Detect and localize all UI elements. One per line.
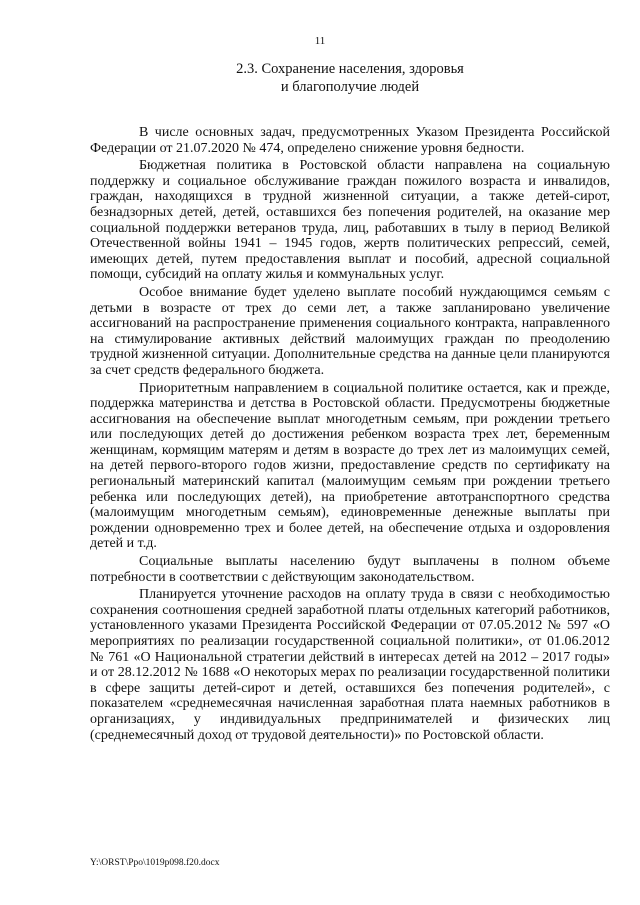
paragraph-social-payments: Социальные выплаты населению будут выплачены в полном объеме потребности в соответствии с действующим законодательством. (90, 554, 610, 585)
paragraph-budget-policy: Бюджетная политика в Ростовской области направлена на социальную поддержку и социальное обслуживание граждан пожилого возраста и инвалидов, граждан, находящихся в трудной жизненной ситуации, а также детей-сирот, безнадзорных детей, детей, оставшихся без попечения родителей, на оказание мер социальной поддержки ветеранов труда, лиц, работавших в тылу в период Великой Отечественной войны 1941 – 1945 годов, жертв политических репрессий, семей, имеющих детей, путем предоставления выплат и пособий, адресной социальной помощи, субсидий на оплату жилья и коммунальных услуг. (90, 158, 610, 283)
paragraph-maternity-support: Приоритетным направлением в социальной политике остается, как и прежде, поддержка материнства и детства в Ростовской области. Предусмотрены бюджетные ассигнования на обеспечение выплат многодетным семьям, при рождении третьего или последующих детей до достижения ребенком возраста трех лет, беременным женщинам, кормящим матерям и детям в возрасте до трех лет из малоимущих семей, на детей первого-второго годов жизни, предоставление средств по сертификату на региональный материнский капитал (малоимущим семьям при рождении третьего ребенка или последующих детей), на приобретение автотранспортного средства (малоимущим многодетным семьям), единовременные денежные выплаты при рождении одновременно трех и более детей, на обеспечение отдыха и оздоровления детей и т.д. (90, 380, 610, 552)
section-heading-line-2: и благополучие людей (280, 79, 420, 95)
footer-file-path: Y:\ORST\Ppo\1019p098.f20.docx (90, 858, 220, 868)
section-heading-line-1: 2.3. Сохранение населения, здоровья (236, 61, 464, 77)
paragraph-family-benefits: Особое внимание будет уделено выплате пособий нуждающимся семьям с детьми в возрасте от трех до семи лет, а также запланировано увеличение ассигнований на распространение применения социального контракта, направленного на стимулирование активных действий малоимущих граждан по преодолению трудной жизненной ситуации. Дополнительные средства на данные цели планируются за счет средств федерального бюджета. (90, 284, 610, 378)
paragraph-wage-adjustment: Планируется уточнение расходов на оплату труда в связи с необходимостью сохранения соотношения средней заработной платы отдельных категорий работников, установленного указами Президента Российской Федерации от 07.05.2012 № 597 «О мероприятиях по реализации государственной социальной политики», от 01.06.2012 № 761 «О Национальной стратегии действий в интересах детей на 2012 – 2017 годы» и от 28.12.2012 № 1688 «О некоторых мерах по реализации государственной политики в сфере защиты детей-сирот и детей, оставшихся без попечения родителей», с показателем «среднемесячная начисленная заработная плата наемных работников в организациях, у индивидуальных предпринимателей и физических лиц (среднемесячный доход от трудовой деятельности)» по Ростовской области. (90, 587, 610, 743)
document-body (90, 125, 610, 745)
section-heading (90, 60, 610, 96)
page-number: 11 (314, 35, 326, 47)
paragraph-poverty-reduction: В числе основных задач, предусмотренных Указом Президента Российской Федерации от 21.07.2020 № 474, определено снижение уровня бедности. (90, 125, 610, 156)
